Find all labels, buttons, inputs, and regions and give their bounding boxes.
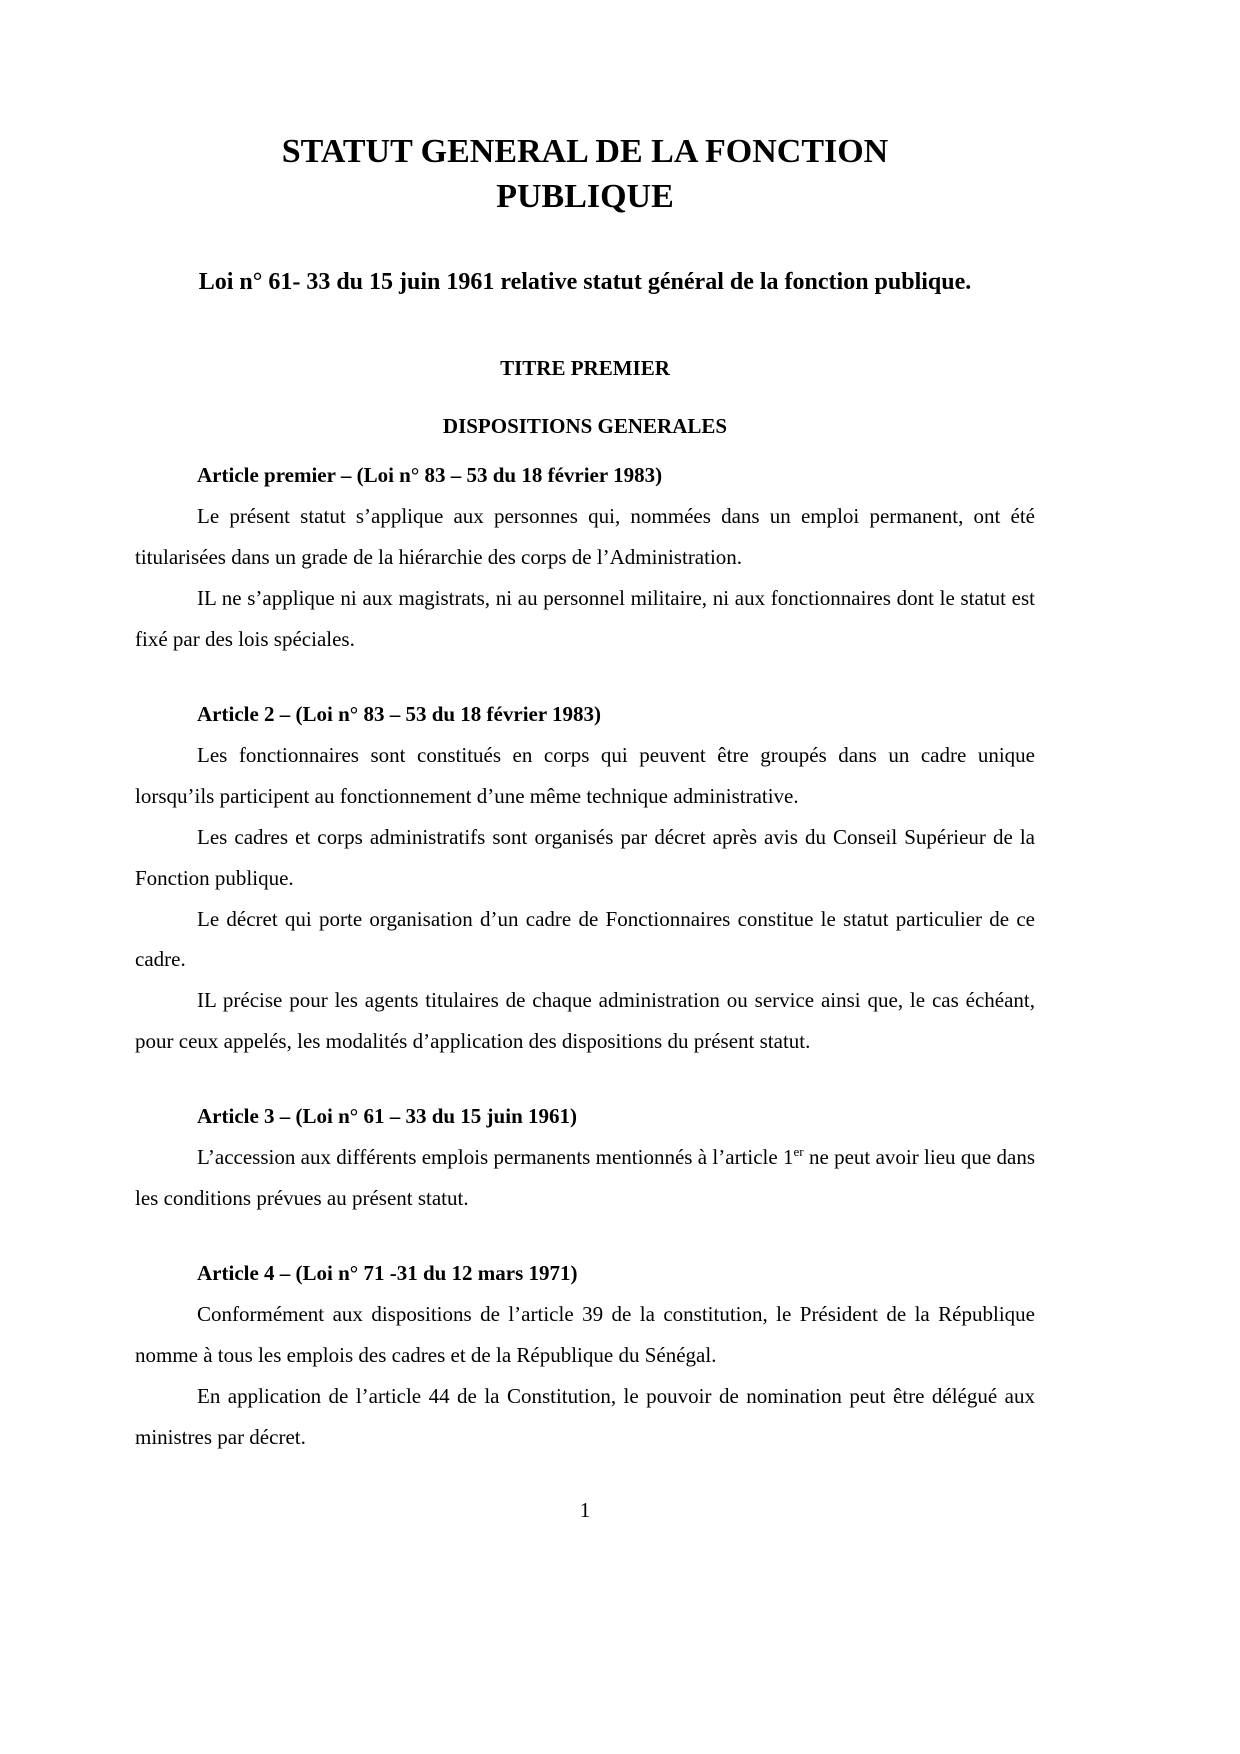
article-2	[135, 694, 1035, 1062]
paragraph-text: ne peut avoir lieu que dans les conditions prévues au présent statut.	[135, 1145, 1035, 1211]
article-paragraph: IL précise pour les agents titulaires de chaque administration ou service ainsi que, le cas échéant, pour ceux appelés, les modalités d’application des dispositions du présent statut.	[135, 988, 1035, 1054]
dispositions-generales-heading: DISPOSITIONS GENERALES	[442, 414, 728, 439]
article-2-heading: Article 2 – (Loi n° 83 – 53 du 18 février 1983)	[197, 701, 602, 726]
article-paragraph: Le présent statut s’applique aux personnes qui, nommées dans un emploi permanent, ont été titularisées dans un grade de la hiérarchie des corps de l’Administration.	[135, 504, 1035, 570]
article-3	[135, 1096, 1035, 1219]
article-paragraph: Les cadres et corps administratifs sont organisés par décret après avis du Conseil Supérieur de la Fonction publique.	[135, 824, 1035, 890]
article-paragraph	[135, 1137, 1035, 1219]
article-paragraph: En application de l’article 44 de la Constitution, le pouvoir de nomination peut être délégué aux ministres par décret.	[135, 1383, 1035, 1449]
document-subtitle: Loi n° 61- 33 du 15 juin 1961 relative statut général de la fonction publique.	[198, 268, 972, 295]
article-premier	[135, 455, 1035, 660]
article-3-heading: Article 3 – (Loi n° 61 – 33 du 15 juin 1961)	[197, 1104, 577, 1129]
document-title: STATUT GENERAL DE LA FONCTION PUBLIQUE	[281, 133, 889, 215]
article-paragraph: Conformément aux dispositions de l’article 39 de la constitution, le Président de la République nomme à tous les emplois des cadres et de la République du Sénégal.	[135, 1302, 1035, 1367]
article-4-heading: Article 4 – (Loi n° 71 -31 du 12 mars 1971)	[197, 1261, 578, 1286]
article-paragraph: IL ne s’applique ni aux magistrats, ni au personnel militaire, ni aux fonctionnaires dont le statut est fixé par des lois spéciales.	[135, 585, 1035, 651]
titre-premier-heading: TITRE PREMIER	[500, 356, 670, 381]
ordinal-superscript: er	[793, 1144, 804, 1160]
article-4	[135, 1253, 1035, 1458]
paragraph-text: L’accession aux différents emplois permanents mentionnés à l’article 1	[197, 1145, 794, 1170]
page-number: 1	[579, 1498, 591, 1522]
article-paragraph: Les fonctionnaires sont constitués en corps qui peuvent être groupés dans un cadre unique lorsqu’ils participent au fonctionnement d’une même technique administrative.	[135, 742, 1035, 808]
article-paragraph: Le décret qui porte organisation d’un cadre de Fonctionnaires constitue le statut particulier de ce cadre.	[135, 906, 1035, 972]
article-premier-heading: Article premier – (Loi n° 83 – 53 du 18 février 1983)	[197, 463, 663, 488]
